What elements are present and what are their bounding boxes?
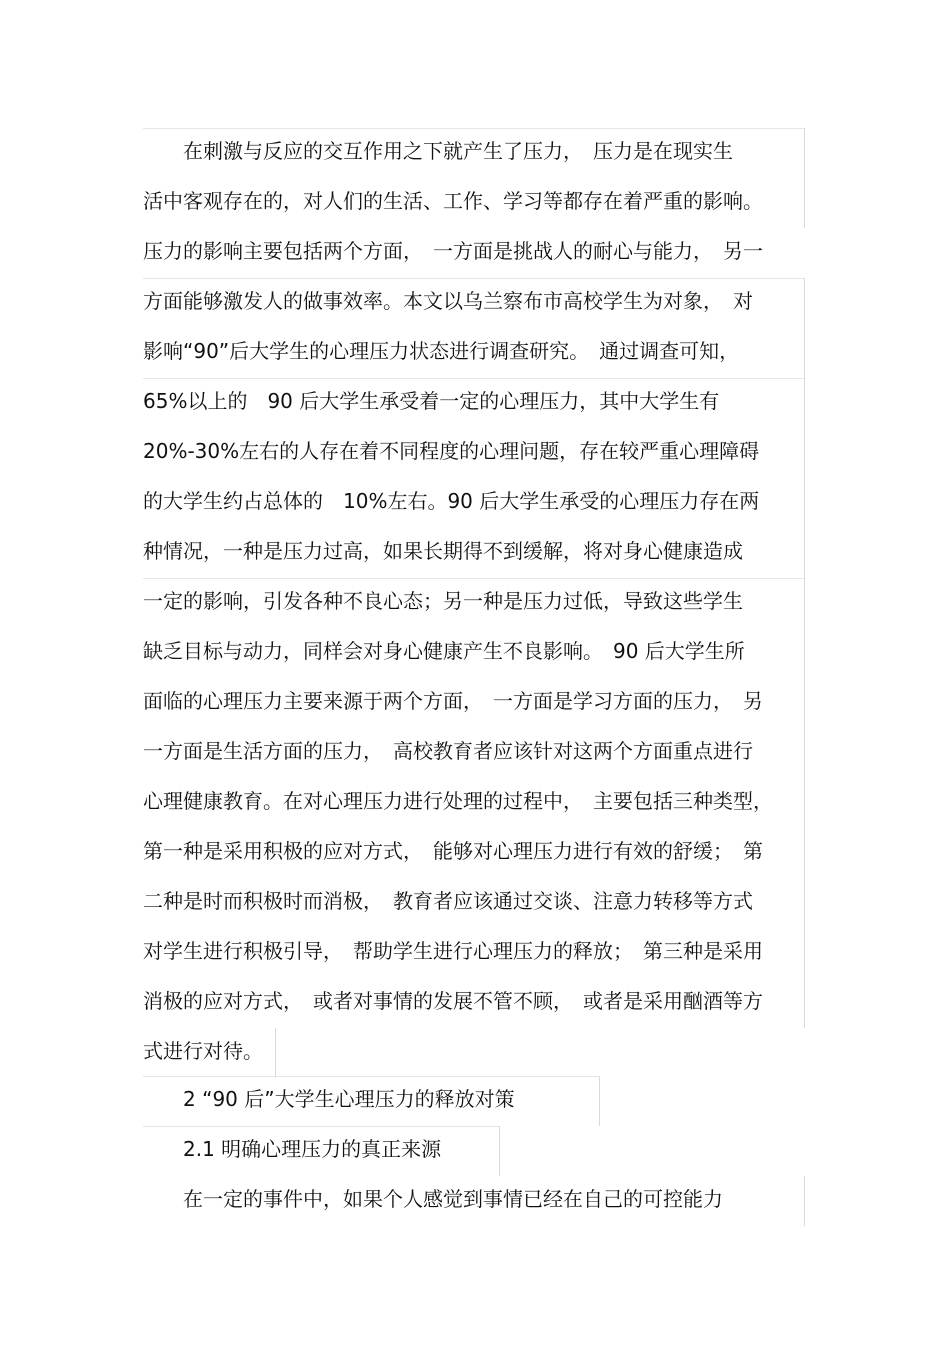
text-line: 活中客观存在的，对人们的生活、工作、学习等都存在着严重的影响。 <box>143 178 805 228</box>
text-line: 一方面是生活方面的压力， 高校教育者应该针对这两个方面重点进行 <box>143 728 805 778</box>
text-line: 的大学生约占总体的 10%左右。90 后大学生承受的心理压力存在两 <box>143 478 805 528</box>
text-line: 二种是时而积极时而消极， 教育者应该通过交谈、注意力转移等方式 <box>143 878 805 928</box>
text-line: 消极的应对方式， 或者对事情的发展不管不顾， 或者是采用酗酒等方 <box>143 978 805 1028</box>
text-line: 在刺激与反应的交互作用之下就产生了压力， 压力是在现实生 <box>143 128 805 178</box>
text-line: 种情况，一种是压力过高，如果长期得不到缓解，将对身心健康造成 <box>143 528 805 578</box>
text-line: 65%以上的 90 后大学生承受着一定的心理压力，其中大学生有 <box>143 378 805 428</box>
text-line: 对学生进行积极引导， 帮助学生进行心理压力的释放； 第三种是采用 <box>143 928 805 978</box>
text-line: 影响“90”后大学生的心理压力状态进行调查研究。 通过调查可知， <box>143 328 805 378</box>
text-line: 心理健康教育。在对心理压力进行处理的过程中， 主要包括三种类型， <box>143 778 805 828</box>
text-line: 压力的影响主要包括两个方面， 一方面是挑战人的耐心与能力， 另一 <box>143 239 763 263</box>
subsection-heading: 2.1 明确心理压力的真正来源 <box>143 1126 500 1176</box>
text-line: 方面能够激发人的做事效率。本文以乌兰察布市高校学生为对象， 对 <box>143 278 805 328</box>
text-line: 在一定的事件中，如果个人感觉到事情已经在自己的可控能力 <box>143 1176 805 1226</box>
text-line: 第一种是采用积极的应对方式， 能够对心理压力进行有效的舒缓； 第 <box>143 828 805 878</box>
text-line: 20%-30%左右的人存在着不同程度的心理问题，存在较严重心理障碍 <box>143 428 805 478</box>
text-line: 面临的心理压力主要来源于两个方面， 一方面是学习方面的压力， 另 <box>143 678 805 728</box>
text-line: 式进行对待。 <box>143 1028 276 1078</box>
text-line: 一定的影响，引发各种不良心态；另一种是压力过低，导致这些学生 <box>143 578 805 628</box>
section-heading: 2 “90 后”大学生心理压力的释放对策 <box>143 1076 600 1126</box>
text-line: 缺乏目标与动力，同样会对身心健康产生不良影响。 90 后大学生所 <box>143 628 805 678</box>
